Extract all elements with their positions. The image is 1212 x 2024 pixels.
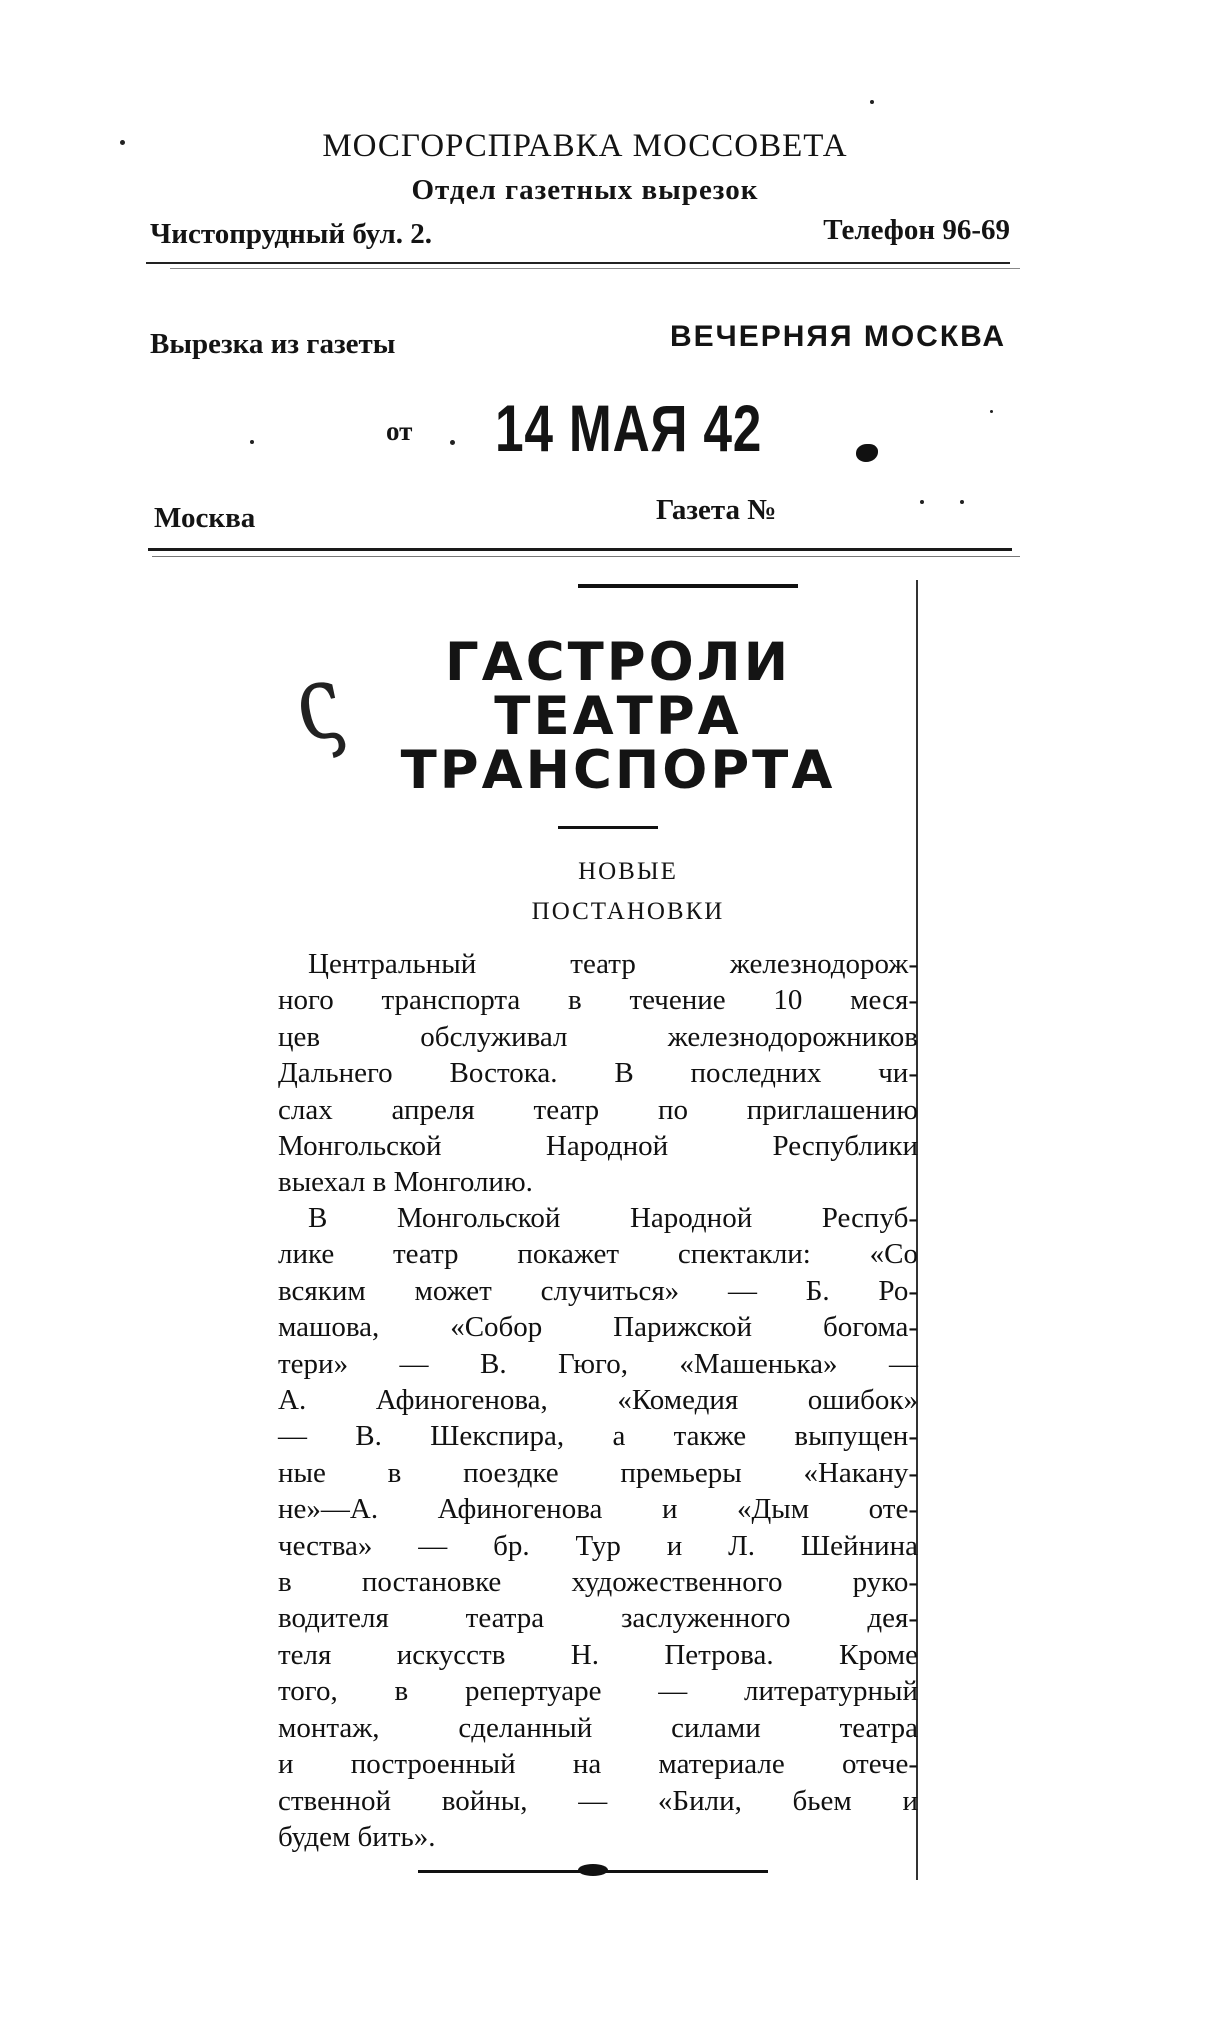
- headline-line: ТЕАТРА: [494, 686, 742, 747]
- clipping-date: 14 МАЯ 42: [495, 391, 763, 465]
- ink-blot: [856, 444, 878, 462]
- headline-line: ТРАНСПОРТА: [400, 740, 836, 801]
- text-line: будем бить».: [278, 1820, 436, 1853]
- article-paragraph-1: [278, 946, 918, 1201]
- text-line: машова, «Собор Парижской богома-: [278, 1311, 918, 1344]
- text-line: того, в репертуаре — литературный: [278, 1675, 918, 1708]
- clipping-label: Вырезка из газеты: [150, 328, 396, 360]
- organization-name: МОСГОРСПРАВКА МОССОВЕТА: [322, 128, 848, 164]
- text-line: тери» — В. Гюго, «Машенька» —: [278, 1347, 918, 1380]
- ink-speck: [250, 440, 254, 444]
- department-name: Отдел газетных вырезок: [411, 174, 759, 206]
- ink-speck: [870, 100, 874, 104]
- phone-number: Телефон 96-69: [823, 214, 1010, 246]
- subheading-line: НОВЫЕ: [578, 858, 678, 885]
- article-end-ornament: [578, 1864, 608, 1876]
- text-line: ного транспорта в течение 10 меся-: [278, 984, 918, 1017]
- text-line: В Монгольской Народной Респуб-: [308, 1202, 918, 1234]
- text-line: цев обслуживал железнодорожников: [278, 1020, 918, 1053]
- ink-speck: [920, 500, 924, 504]
- stamp-divider-top: [146, 262, 1010, 264]
- headline-rule: [558, 826, 658, 829]
- text-line: — В. Шекспира, а также выпущен-: [278, 1420, 918, 1453]
- date-prefix: от: [386, 416, 413, 446]
- text-line: монтаж, сделанный силами театра: [278, 1711, 918, 1744]
- issue-number-label: Газета №: [656, 494, 777, 526]
- text-line: Монгольской Народной Республики: [278, 1130, 918, 1163]
- text-line: лике театр покажет спектакли: «Со: [278, 1238, 918, 1271]
- ink-speck: [450, 440, 455, 445]
- headline-line: ГАСТРОЛИ: [444, 632, 792, 693]
- article-paragraph-2: [278, 1200, 918, 1855]
- city: Москва: [154, 502, 256, 534]
- address: Чистопрудный бул. 2.: [150, 218, 433, 250]
- text-line: чества» — бр. Тур и Л. Шейнина: [278, 1529, 918, 1562]
- text-line: всяким может случиться» — Б. Ро-: [278, 1274, 918, 1307]
- newspaper-name: ВЕЧЕРНЯЯ МОСКВА: [669, 320, 1006, 353]
- stamp-divider-bottom: [148, 548, 1012, 551]
- text-line: ные в поездке премьеры «Накану-: [278, 1456, 918, 1489]
- handwritten-margin-mark: ς: [283, 638, 353, 767]
- article-top-rule: [578, 584, 798, 588]
- text-line: выехал в Монголию.: [278, 1166, 533, 1199]
- stamp-divider-top-thin: [170, 268, 1020, 269]
- text-line: Дальнего Востока. В последних чи-: [278, 1057, 918, 1090]
- ink-speck: [960, 500, 964, 504]
- ink-speck: [990, 410, 993, 413]
- stamp-divider-bottom-thin: [152, 556, 1020, 557]
- ink-speck: [120, 140, 125, 145]
- text-line: водителя театра заслуженного дея-: [278, 1602, 918, 1635]
- text-line: не»—А. Афиногенова и «Дым оте-: [278, 1493, 918, 1526]
- text-line: теля искусств Н. Петрова. Кроме: [278, 1638, 918, 1671]
- text-line: А. Афиногенова, «Комедия ошибок»: [278, 1384, 918, 1417]
- subheading-line: ПОСТАНОВКИ: [531, 898, 725, 925]
- article-clipping: [248, 580, 928, 1880]
- text-line: в постановке художественного руко-: [278, 1566, 918, 1599]
- clipping-bureau-stamp: [150, 110, 1020, 570]
- text-line: Центральный театр железнодорож-: [308, 948, 918, 980]
- text-line: ственной войны, — «Били, бьем и: [278, 1784, 918, 1817]
- text-line: слах апреля театр по приглашению: [278, 1093, 918, 1126]
- text-line: и построенный на материале отече-: [278, 1748, 918, 1781]
